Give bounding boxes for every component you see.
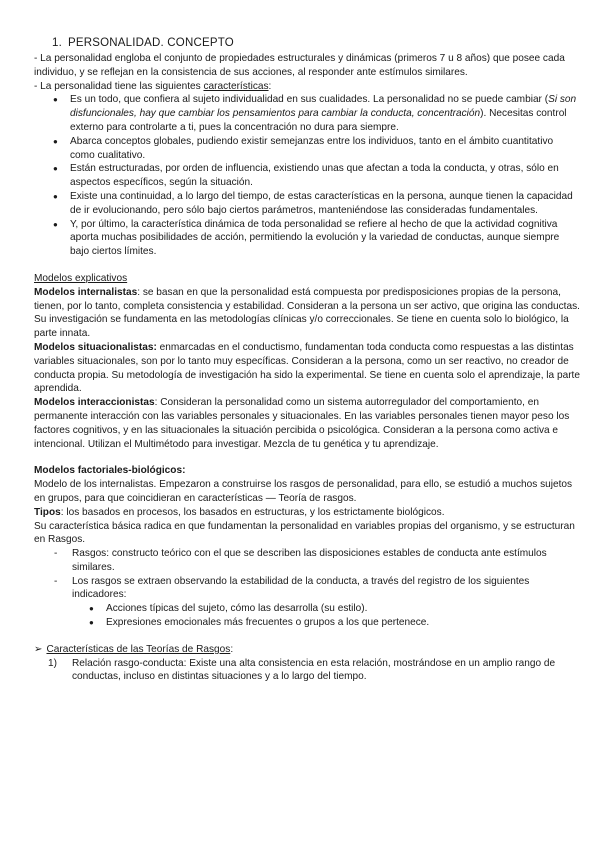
situational-text: enmarcadas en el conductismo, fundamentan toda conducta como respuestas a las distintas variables situacionales, son por lo tanto muy específicas. Consideran a la persona, como un ser reactivo, no creador de conducta propia. Su metodología de investigación ha sido la experimental. Se tiene en cuenta solo el aprendizaje, la parte aprendida. [34,341,580,395]
traits-numbered-list [34,657,580,685]
spacer [34,451,580,464]
list-item-text: Relación rasgo-conducta: Existe una alta consistencia en esta relación, mostrándose en un amplio rango de conductas, incluso en distintas situaciones y a lo largo del tiempo. [72,657,556,683]
factorial-paragraph: Modelo de los internalistas. Empezaron a construirse los rasgos de personalidad, para ello, se estudió a muchos sujetos en grupos, para que coincidieran en características — Teoría de rasgos. [34,479,573,504]
list-item: ● Existe una continuidad, a lo largo del tiempo, de estas características en la persona, aunque tienen la capacidad de ir evolucionando, pero sólo bajo ciertos parámetros, manteniéndose las consideradas fundamentales. [34,190,580,218]
traits-heading [34,643,580,657]
interactionist-paragraph [34,396,580,451]
indicators-list [34,602,580,630]
tipos-paragraph [34,506,580,520]
internalist-label: Modelos internalistas [34,286,138,298]
spacer [34,630,580,643]
list-item: ● Expresiones emocionales más frecuentes o grupos a los que pertenece. [34,616,580,630]
list-item: - Los rasgos se extraen observando la estabilidad de la conducta, a través del registro de los siguientes indicadores: [34,575,580,603]
characteristics-intro-colon: : [268,80,272,92]
internalist-paragraph [34,286,580,341]
list-item [34,93,580,134]
list-item: ● Abarca conceptos globales, pudiendo existir semejanzas entre los individuos, tanto en el ámbito cuantitativo como cualitativo. [34,135,580,163]
traits-dash-list [34,547,580,602]
basic-characteristic-paragraph: Su característica básica radica en que fundamentan la personalidad en variables propias del organismo, y se estructuran en Rasgos. [34,520,575,546]
spacer [34,259,580,272]
factorial-heading: Modelos factoriales-biológicos: [34,465,186,477]
interactionist-text: : Consideran la personalidad como un sistema autorregulador del comportamiento, en permanente interacción con las variables personales y situacionales. En las variables personales tienen mayor peso los factores cognitivos, y en las situacionales la situación percibida o psicológica. Consideran a la persona como activa e intencional. Utilizan el Multimétodo para investigar. Mezcla de tu genética y tu aprendizaje. [34,397,570,450]
characteristics-list [34,93,580,259]
arrow-bullet-icon: ➢ [34,643,43,655]
models-heading: Modelos explicativos [34,272,128,284]
characteristics-intro [34,80,580,94]
list-item: ● Y, por último, la característica dinámica de toda personalidad se refiere al hecho de que la actividad cognitiva aporta muchas posibilidades de acción, permitiendo la evolución y la variedad de conductas, aunque siempre bajo ciertos límites. [34,218,580,259]
list-item-text: ). Necesitas control externo para controlarte a ti, pues la concentración no dura para siempre. [70,108,567,133]
list-number: 1) [48,657,57,669]
list-item: - Rasgos: constructo teórico con el que se describen las disposiciones estables de conducta ante estímulos similares. [34,547,580,575]
traits-heading-text: Características de las Teorías de Rasgos [46,643,231,655]
traits-heading-colon: : [230,643,234,655]
section-title [52,36,580,51]
situational-label: Modelos situacionalistas: [34,341,157,353]
section-number: 1. [52,37,62,49]
list-item: ● Están estructuradas, por orden de influencia, existiendo unas que afectan a toda la conducta, y otras, sólo en aspectos específicos, según la situación. [34,162,580,190]
list-item [34,657,580,685]
interactionist-label: Modelos interaccionistas [34,397,155,409]
characteristics-intro-text: - La personalidad tiene las siguientes [34,80,204,92]
intro-paragraph: - La personalidad engloba el conjunto de propiedades estructurales y dinámicas (primeros 7 u 8 años) que posee cada individuo, y se reflejan en la consistencia de sus acciones, al responder ante estímulos similares. [34,53,565,78]
situational-paragraph [34,341,580,396]
tipos-label: Tipos [34,506,61,518]
list-item-text: Es un todo, que confiera al sujeto individualidad en sus cualidades. La personalidad no se puede cambiar ( [70,94,549,106]
internalist-text: : se basan en que la personalidad está compuesta por predisposiciones propias de la persona, tienen, por lo tanto, completa consistencia y estabilidad. Consideran a la persona un ser activo, que origina las conductas. Su investigación se fundamenta en las metodologías clínicas y/o correccionales. Se tiene en cuenta solo lo biológico, la parte innata. [34,286,580,340]
tipos-text: : los basados en procesos, los basados en estructuras, y los estrictamente biológicos. [60,506,445,518]
characteristics-link: características [203,80,269,92]
italic-note: Si son disfuncionales, hay que cambiar los pensamientos para cambiar la conducta, concentración [70,94,577,120]
list-item: ● Acciones típicas del sujeto, cómo las desarrolla (su estilo). [34,602,580,616]
section-title-text: PERSONALIDAD. CONCEPTO [68,37,234,49]
